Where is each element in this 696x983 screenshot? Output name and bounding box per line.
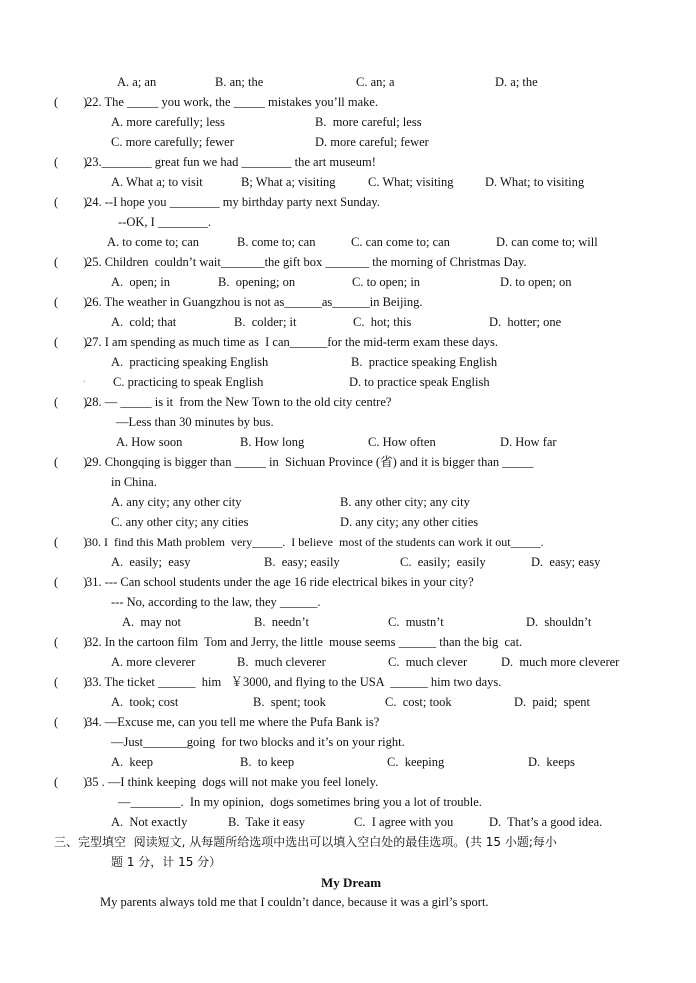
q34-answer-blank[interactable]: ( ) xyxy=(54,715,88,729)
q32-option-b: B. much cleverer xyxy=(237,655,326,669)
q25-option-b: B. opening; on xyxy=(218,275,296,289)
q27-answer-blank[interactable]: ( ) xyxy=(54,335,88,349)
q26-option-d: D. hotter; one xyxy=(489,315,562,329)
q25-option-a: A. open; in xyxy=(111,275,171,289)
q28-option-c: C. How often xyxy=(368,435,436,449)
q33-stem: 33. The ticket ______ him ￥3000, and flying to the USA ______ him two days. xyxy=(86,675,502,689)
q22-option-a: A. more carefully; less xyxy=(111,115,225,129)
q34-option-d: D. keeps xyxy=(528,755,575,769)
q27-stem: 27. I am spending as much time as I can______for the mid-term exam these days. xyxy=(86,335,499,349)
passage-first-line: My parents always told me that I couldn’t dance, because it was a girl’s sport. xyxy=(100,895,489,909)
q28-stem: 28. — _____ is it from the New Town to the old city centre? xyxy=(86,395,392,409)
section3-heading: 三、完型填空 阅读短文, 从每题所给选项中选出可以填入空白处的最佳选项。(共 15 小题;每小 xyxy=(54,835,557,849)
q31-option-a: A. may not xyxy=(122,615,182,629)
q24-reply: --OK, I ________. xyxy=(118,215,212,229)
q23-answer-blank[interactable]: ( ) xyxy=(54,155,88,169)
q32-option-d: D. much more cleverer xyxy=(501,655,620,669)
section3-heading-cont: 题 1 分，计 15 分） xyxy=(111,855,222,869)
q30-option-b: B. easy; easily xyxy=(264,555,340,569)
q28-option-d: D. How far xyxy=(500,435,557,449)
q29-option-d: D. any city; any other cities xyxy=(340,515,479,529)
q24-option-c: C. can come to; can xyxy=(351,235,450,249)
q22-answer-blank[interactable]: ( ) xyxy=(54,95,88,109)
q32-answer-blank[interactable]: ( ) xyxy=(54,635,88,649)
q24-option-b: B. come to; can xyxy=(237,235,316,249)
q26-answer-blank[interactable]: ( ) xyxy=(54,295,88,309)
q24-option-d: D. can come to; will xyxy=(496,235,598,249)
q32-stem: 32. In the cartoon film Tom and Jerry, the little mouse seems ______ than the big cat. xyxy=(86,635,523,649)
q22-option-b: B. more careful; less xyxy=(315,115,422,129)
q35-answer-blank[interactable]: ( ) xyxy=(54,775,88,789)
q27-option-c: C. practicing to speak English xyxy=(113,375,264,389)
q23-option-b: B; What a; visiting xyxy=(241,175,336,189)
q31-stem: 31. --- Can school students under the age 16 ride electrical bikes in your city? xyxy=(86,575,474,589)
q31-answer-blank[interactable]: ( ) xyxy=(54,575,88,589)
q30-option-d: D. easy; easy xyxy=(531,555,601,569)
stray-dot: . xyxy=(83,374,86,385)
q23-option-d: D. What; to visiting xyxy=(485,175,585,189)
q29-stem: 29. Chongqing is bigger than _____ in Sichuan Province (省) and it is bigger than _____ xyxy=(86,455,534,469)
q29-answer-blank[interactable]: ( ) xyxy=(54,455,88,469)
q35-option-d: D. That’s a good idea. xyxy=(489,815,603,829)
q33-option-c: C. cost; took xyxy=(385,695,452,709)
q28-answer-blank[interactable]: ( ) xyxy=(54,395,88,409)
q30-answer-blank[interactable]: ( ) xyxy=(54,535,88,549)
q23-stem: 23.________ great fun we had ________ the art museum! xyxy=(86,155,376,169)
q35-reply: —________. In my opinion, dogs sometimes bring you a lot of trouble. xyxy=(118,795,482,809)
q30-option-a: A. easily; easy xyxy=(111,555,191,569)
q31-reply: --- No, according to the law, they ______. xyxy=(111,595,321,609)
passage-title: My Dream xyxy=(321,875,382,890)
q31-option-d: D. shouldn’t xyxy=(526,615,592,629)
q28-option-b: B. How long xyxy=(240,435,305,449)
q35-stem: 35 . —I think keeping dogs will not make you feel lonely. xyxy=(86,775,379,789)
q27-option-d: D. to practice speak English xyxy=(349,375,490,389)
q28-reply: —Less than 30 minutes by bus. xyxy=(116,415,274,429)
q26-option-c: C. hot; this xyxy=(353,315,412,329)
q30-option-c: C. easily; easily xyxy=(400,555,486,569)
q24-answer-blank[interactable]: ( ) xyxy=(54,195,88,209)
q26-stem: 26. The weather in Guangzhou is not as______as______in Beijing. xyxy=(86,295,423,309)
q26-option-a: A. cold; that xyxy=(111,315,177,329)
q24-stem: 24. --I hope you ________ my birthday party next Sunday. xyxy=(86,195,380,209)
q35-option-c: C. I agree with you xyxy=(354,815,454,829)
q25-option-d: D. to open; on xyxy=(500,275,572,289)
q32-option-c: C. much clever xyxy=(388,655,468,669)
q29-option-c: C. any other city; any cities xyxy=(111,515,249,529)
q29-option-a: A. any city; any other city xyxy=(111,495,242,509)
q28-option-a: A. How soon xyxy=(116,435,183,449)
q34-option-a: A. keep xyxy=(111,755,153,769)
q33-option-d: D. paid; spent xyxy=(514,695,591,709)
q31-option-b: B. needn’t xyxy=(254,615,309,629)
q33-option-b: B. spent; took xyxy=(253,695,326,709)
q35-option-b: B. Take it easy xyxy=(228,815,306,829)
q34-option-b: B. to keep xyxy=(240,755,295,769)
q33-option-a: A. took; cost xyxy=(111,695,179,709)
q27-option-a: A. practicing speaking English xyxy=(111,355,269,369)
q25-option-c: C. to open; in xyxy=(352,275,421,289)
q34-reply: —Just_______going for two blocks and it’s on your right. xyxy=(111,735,405,749)
q22-stem: 22. The _____ you work, the _____ mistakes you’ll make. xyxy=(86,95,379,109)
q24-option-a: A. to come to; can xyxy=(107,235,199,249)
q21-option-d: D. a; the xyxy=(495,75,538,89)
q25-answer-blank[interactable]: ( ) xyxy=(54,255,88,269)
q29-stem-cont: in China. xyxy=(111,475,157,489)
q32-option-a: A. more cleverer xyxy=(111,655,196,669)
q22-option-d: D. more careful; fewer xyxy=(315,135,429,149)
q35-option-a: A. Not exactly xyxy=(111,815,188,829)
q30-stem: 30. I find this Math problem very_____. I believe most of the students can work it out_____. xyxy=(86,535,544,549)
q21-option-c: C. an; a xyxy=(356,75,395,89)
q29-option-b: B. any other city; any city xyxy=(340,495,470,509)
q21-option-a: A. a; an xyxy=(117,75,157,89)
q23-option-a: A. What a; to visit xyxy=(111,175,203,189)
q22-option-c: C. more carefully; fewer xyxy=(111,135,234,149)
q34-stem: 34. —Excuse me, can you tell me where the Pufa Bank is? xyxy=(86,715,380,729)
q31-option-c: C. mustn’t xyxy=(388,615,444,629)
q33-answer-blank[interactable]: ( ) xyxy=(54,675,88,689)
q27-option-b: B. practice speaking English xyxy=(351,355,498,369)
q21-option-b: B. an; the xyxy=(215,75,264,89)
q26-option-b: B. colder; it xyxy=(234,315,297,329)
q34-option-c: C. keeping xyxy=(387,755,445,769)
q23-option-c: C. What; visiting xyxy=(368,175,454,189)
q25-stem: 25. Children couldn’t wait_______the gift box _______ the morning of Christmas Day. xyxy=(86,255,527,269)
